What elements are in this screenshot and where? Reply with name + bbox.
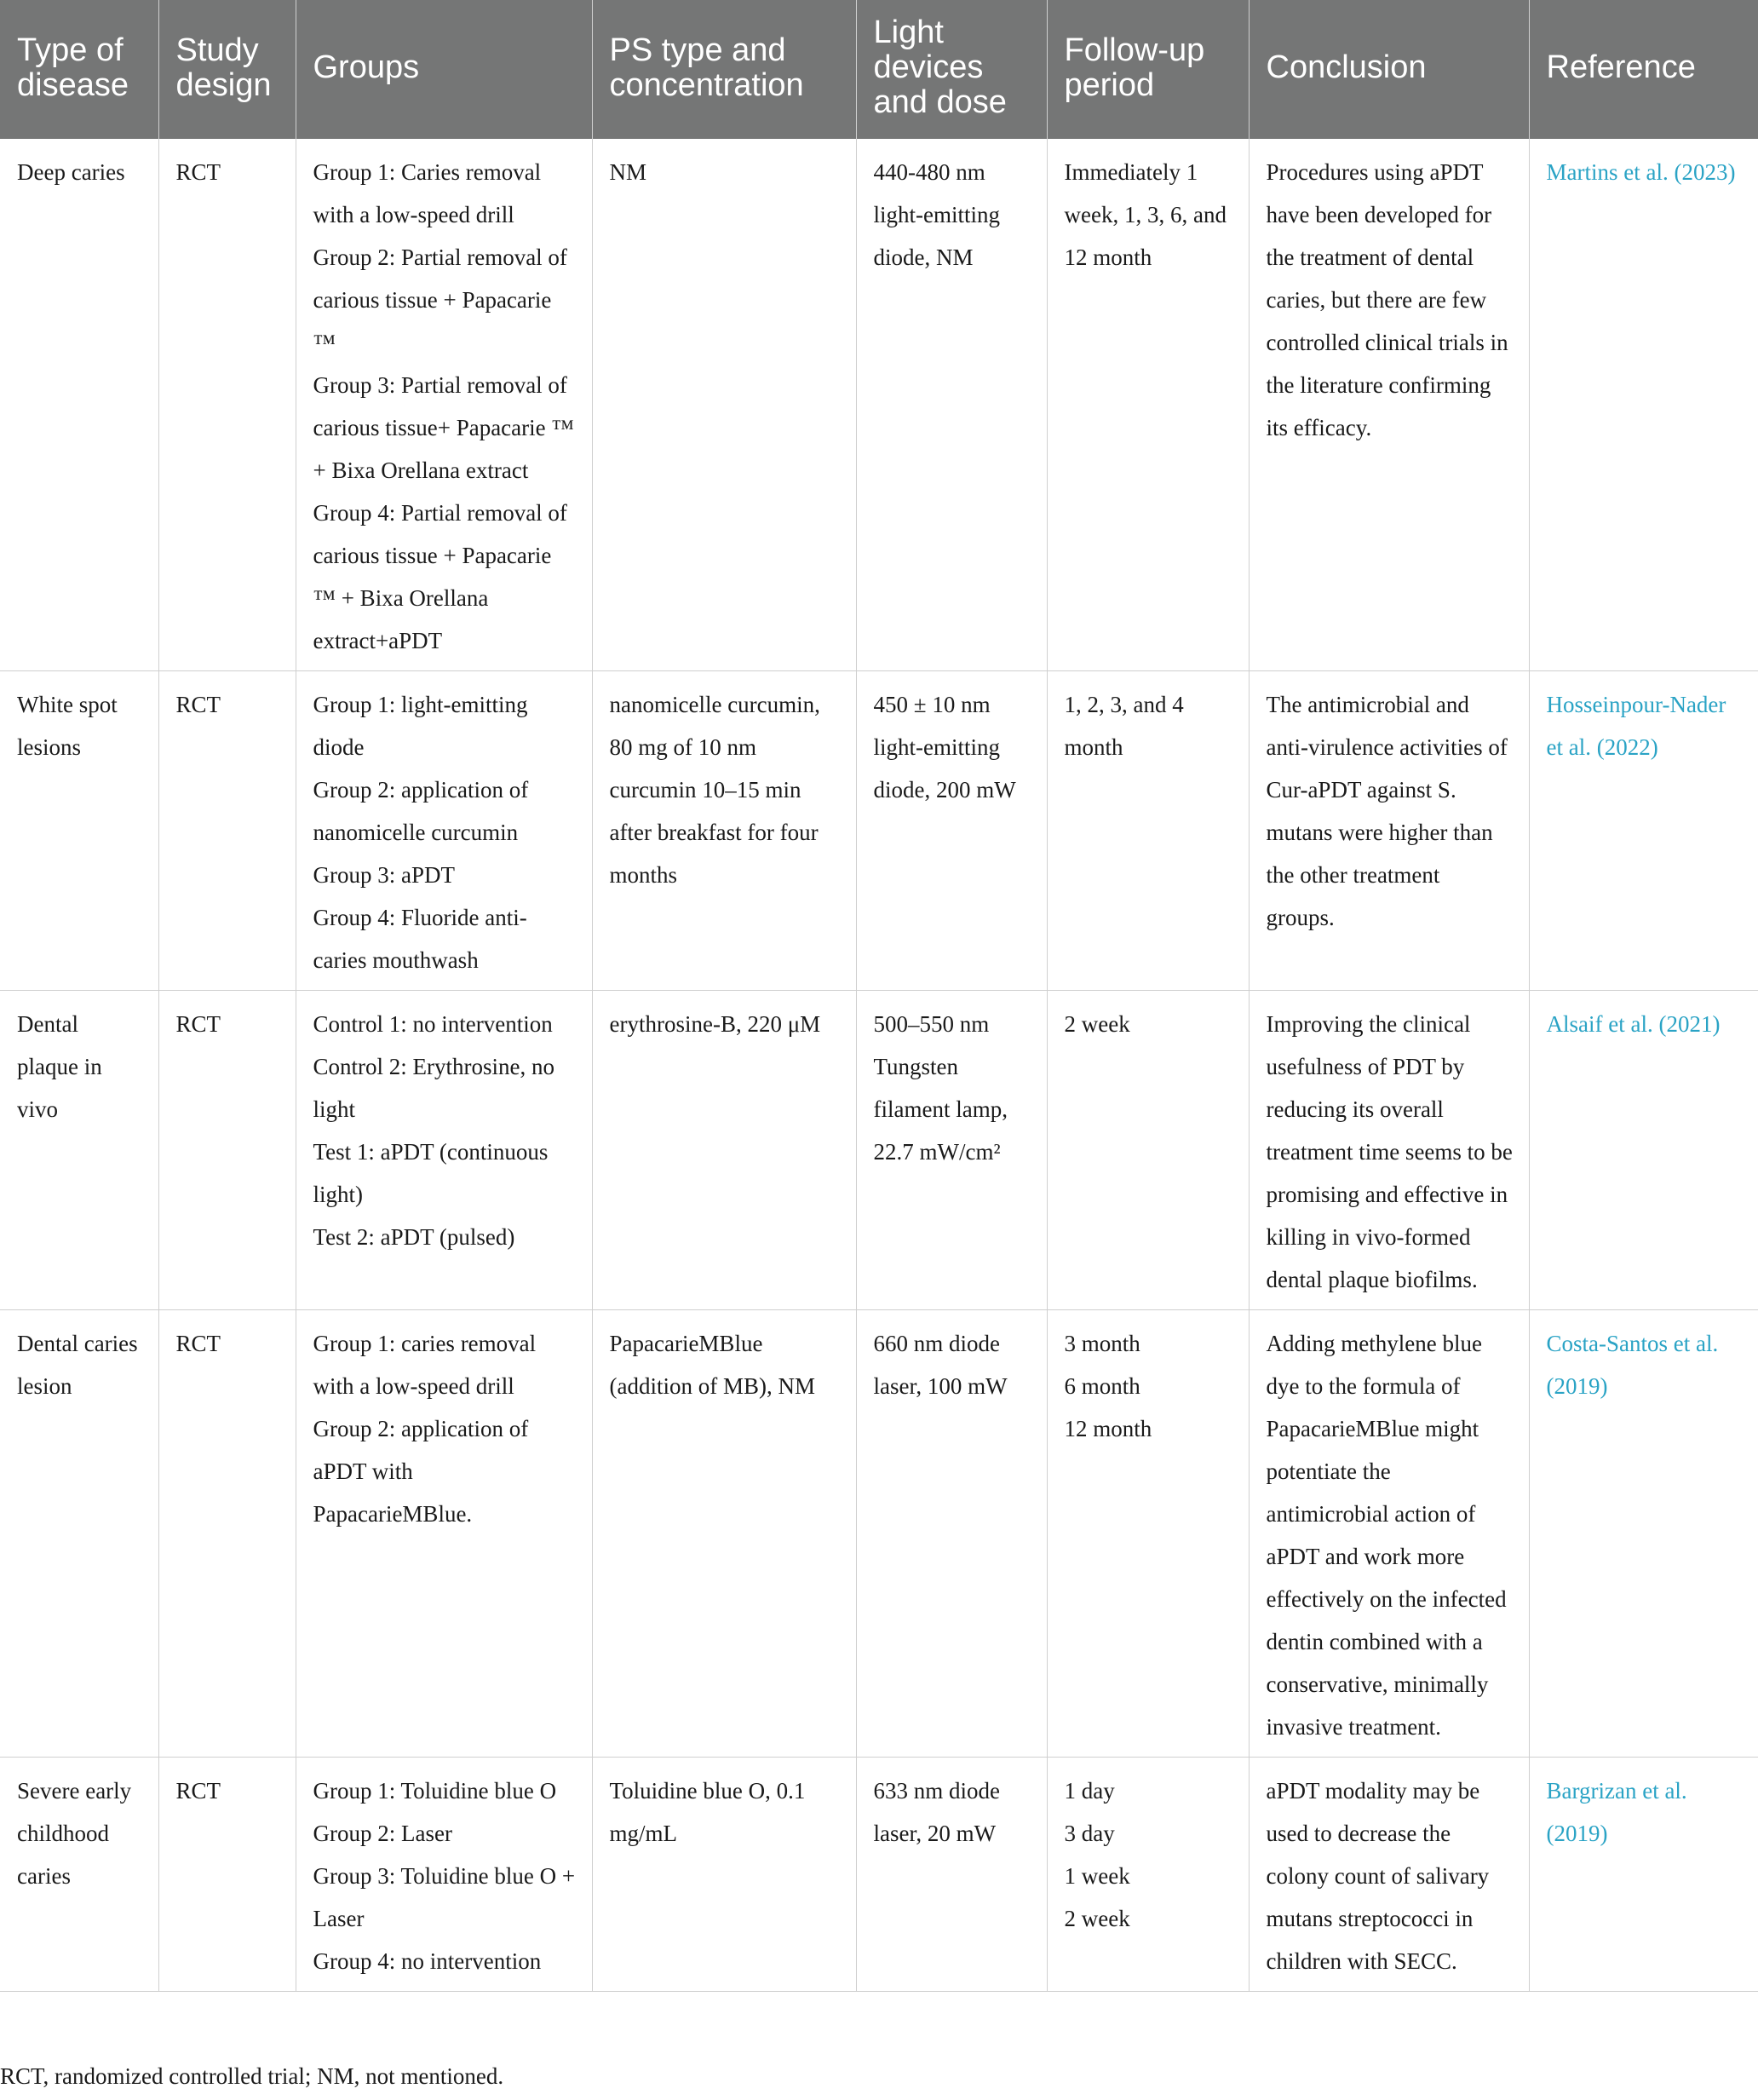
- cell-light: 660 nm diode laser, 100 mW: [856, 1310, 1047, 1758]
- cell-reference[interactable]: [1529, 671, 1758, 991]
- cell-groups: [296, 991, 592, 1310]
- cell-reference[interactable]: [1529, 1758, 1758, 1992]
- cell-light: 500–550 nm Tungsten filament lamp, 22.7 mW/cm²: [856, 991, 1047, 1310]
- reference-link[interactable]: Alsaif et al. (2021): [1546, 1011, 1721, 1037]
- header-groups: Groups: [296, 0, 592, 139]
- followup-line: 1, 2, 3, and 4 month: [1064, 692, 1184, 760]
- cell-groups: [296, 1758, 592, 1992]
- cell-design: RCT: [158, 1758, 296, 1992]
- group-line: Group 1: caries removal with a low-speed drill: [313, 1331, 537, 1399]
- cell-conclusion: Adding methylene blue dye to the formula of PapacarieMBlue might potentiate the antimicrobial action of aPDT and work more effectively on the infected dentin combined with a conservative, minimally invasive treatment.: [1249, 1310, 1529, 1758]
- cell-light: 440-480 nm light-emitting diode, NM: [856, 139, 1047, 671]
- cell-groups: [296, 139, 592, 671]
- header-type-of-disease: Type of disease: [0, 0, 158, 139]
- cell-disease: Deep caries: [0, 139, 158, 671]
- cell-reference[interactable]: [1529, 991, 1758, 1310]
- group-line: Group 2: Laser: [313, 1821, 452, 1846]
- group-line: Control 1: no intervention: [313, 1011, 553, 1037]
- cell-ps: PapacarieMBlue (addition of MB), NM: [592, 1310, 856, 1758]
- followup-line: 1 day: [1064, 1778, 1115, 1804]
- group-line: Control 2: Erythrosine, no light: [313, 1054, 554, 1122]
- followup-line: 1 week: [1064, 1863, 1130, 1889]
- cell-design: RCT: [158, 671, 296, 991]
- cell-disease: White spot lesions: [0, 671, 158, 991]
- group-line: Group 3: Partial removal of carious tissue+ Papacarie ™ + Bixa Orellana extract: [313, 372, 574, 483]
- cell-ps: NM: [592, 139, 856, 671]
- cell-conclusion: Improving the clinical usefulness of PDT by reducing its overall treatment time seems to be promising and effective in killing in vivo-formed dental plaque biofilms.: [1249, 991, 1529, 1310]
- cell-reference[interactable]: [1529, 1310, 1758, 1758]
- followup-line: 3 month: [1064, 1331, 1140, 1356]
- header-follow-up: Follow-up period: [1047, 0, 1249, 139]
- followup-line: 3 day: [1064, 1821, 1115, 1846]
- group-line: Group 2: Partial removal of carious tissue + Papacarie ™: [313, 245, 567, 355]
- reference-link[interactable]: Martins et al. (2023): [1546, 159, 1736, 185]
- cell-conclusion: aPDT modality may be used to decrease the colony count of salivary mutans streptococci in children with SECC.: [1249, 1758, 1529, 1992]
- cell-reference[interactable]: [1529, 139, 1758, 671]
- reference-link[interactable]: Hosseinpour-Nader et al. (2022): [1546, 692, 1726, 760]
- header-study-design: Study design: [158, 0, 296, 139]
- group-line: Test 2: aPDT (pulsed): [313, 1224, 515, 1250]
- followup-line: 2 week: [1064, 1011, 1130, 1037]
- cell-followup: [1047, 1758, 1249, 1992]
- group-line: Group 4: Partial removal of carious tissue + Papacarie ™ + Bixa Orellana extract+aPDT: [313, 500, 567, 653]
- group-line: Group 2: application of nanomicelle curcumin: [313, 777, 529, 845]
- group-line: Group 1: light-emitting diode: [313, 692, 528, 760]
- table-row: [0, 139, 1758, 671]
- cell-design: RCT: [158, 139, 296, 671]
- cell-conclusion: Procedures using aPDT have been developed for the treatment of dental caries, but there are few controlled clinical trials in the literature confirming its efficacy.: [1249, 139, 1529, 671]
- cell-ps: nanomicelle curcumin, 80 mg of 10 nm curcumin 10–15 min after breakfast for four months: [592, 671, 856, 991]
- cell-ps: erythrosine-B, 220 μM: [592, 991, 856, 1310]
- cell-followup: [1047, 1310, 1249, 1758]
- table-footnote: RCT, randomized controlled trial; NM, not mentioned.: [0, 2063, 504, 2089]
- group-line: Test 1: aPDT (continuous light): [313, 1139, 549, 1207]
- group-line: Group 4: no intervention: [313, 1948, 542, 1974]
- cell-disease: Dental plaque in vivo: [0, 991, 158, 1310]
- group-line: Group 4: Fluoride anti-caries mouthwash: [313, 905, 527, 973]
- group-line: Group 1: Toluidine blue O: [313, 1778, 557, 1804]
- cell-groups: [296, 1310, 592, 1758]
- cell-followup: [1047, 671, 1249, 991]
- followup-line: 2 week: [1064, 1906, 1130, 1931]
- table-row: [0, 671, 1758, 991]
- cell-groups: [296, 671, 592, 991]
- followup-line: 12 month: [1064, 1416, 1152, 1441]
- table-row: [0, 1758, 1758, 1992]
- table-row: [0, 1310, 1758, 1758]
- cell-disease: Dental caries lesion: [0, 1310, 158, 1758]
- cell-ps: Toluidine blue O, 0.1 mg/mL: [592, 1758, 856, 1992]
- cell-light: 450 ± 10 nm light-emitting diode, 200 mW: [856, 671, 1047, 991]
- followup-line: 6 month: [1064, 1373, 1140, 1399]
- group-line: Group 1: Caries removal with a low-speed drill: [313, 159, 542, 227]
- reference-link[interactable]: Bargrizan et al. (2019): [1546, 1778, 1687, 1846]
- cell-light: 633 nm diode laser, 20 mW: [856, 1758, 1047, 1992]
- table-row: [0, 991, 1758, 1310]
- cell-design: RCT: [158, 1310, 296, 1758]
- cell-disease: Severe early childhood caries: [0, 1758, 158, 1992]
- header-row: [0, 0, 1758, 139]
- header-conclusion: Conclusion: [1249, 0, 1529, 139]
- group-line: Group 2: application of aPDT with PapacarieMBlue.: [313, 1416, 529, 1527]
- cell-conclusion: The antimicrobial and anti-virulence activities of Cur-aPDT against S. mutans were higher than the other treatment groups.: [1249, 671, 1529, 991]
- header-light-devices: Light devices and dose: [856, 0, 1047, 139]
- cell-followup: [1047, 139, 1249, 671]
- group-line: Group 3: Toluidine blue O + Laser: [313, 1863, 576, 1931]
- cell-design: RCT: [158, 991, 296, 1310]
- group-line: Group 3: aPDT: [313, 862, 455, 888]
- reference-link[interactable]: Costa-Santos et al. (2019): [1546, 1331, 1719, 1399]
- cell-followup: [1047, 991, 1249, 1310]
- followup-line: Immediately 1 week, 1, 3, 6, and 12 month: [1064, 159, 1227, 270]
- header-ps-type: PS type and concentration: [592, 0, 856, 139]
- header-reference: Reference: [1529, 0, 1758, 139]
